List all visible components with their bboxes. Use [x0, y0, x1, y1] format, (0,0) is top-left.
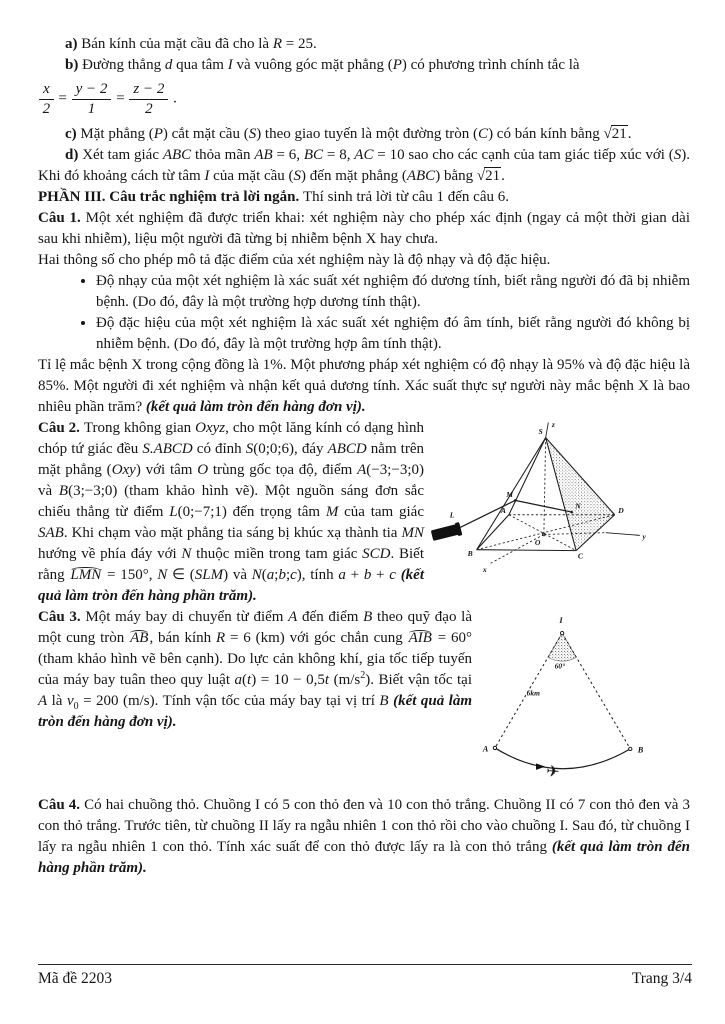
- airplane-icon: ✈: [545, 760, 561, 781]
- page-number: Trang 3/4: [631, 970, 692, 987]
- flashlight-icon: [430, 522, 462, 542]
- page-footer: [38, 964, 692, 988]
- label-B: B: [467, 548, 473, 558]
- cau2-text: Câu 2. Trong không gian Oxyz, cho một lăng kính có dạng hình chóp tứ giác đều S.ABCD có đỉnh S(0;0;6), đáy ABCD nằm trên mặt phẳng (Oxy) với tâm O trùng gốc tọa độ, điểm A(−3;−3;0) và B(3;−3;0) (tham khảo hình vẽ). Một nguồn sáng đơn sắc chiếu thẳng từ điểm L(0;−7;1) đến trọng tâm M của tam giác SAB. Khi chạm vào mặt phẳng tia sáng bị khúc xạ thành tia MN hướng về phía đáy với N thuộc miền trong tam giác SCD. Biết rằng LMN = 150°, N ∈ (SLM) và N(a;b;c), tính a + b + c (kết quả làm tròn đến hàng phần trăm).: [38, 419, 425, 604]
- exam-code: Mã đề 2203: [38, 970, 113, 987]
- cau1-intro: Câu 1. Một xét nghiệm đã được triển khai: xét nghiệm này cho phép xác định (ngay cả một thời gian dài sau khi nhiễm), liệu một người đã từng bị nhiễm bệnh X hay chưa.: [38, 209, 690, 247]
- cau2-block: [38, 418, 690, 607]
- cau1-bullet-list: [38, 271, 690, 355]
- bullet-do-dac-hieu: • Độ đặc hiệu của một xét nghiệm là xác suất xét nghiệm đó âm tính, biết rằng người đó không bị nhiễm bệnh. (Do đó, đây là một trường hợp âm tính thật).: [96, 313, 690, 355]
- label-N: N: [575, 501, 581, 511]
- label-A: A: [482, 744, 489, 754]
- label-C: C: [577, 551, 584, 561]
- label-z-axis: z: [551, 419, 555, 429]
- statement-a: a) Bán kính của mặt cầu đã cho là R = 25.: [65, 36, 317, 52]
- label-angle-60: 60°: [554, 661, 566, 671]
- label-S: S: [538, 426, 543, 436]
- label-y-axis: y: [642, 531, 646, 541]
- cau1-params: Hai thông số cho phép mô tả đặc điểm của xét nghiệm này là độ nhạy và độ đặc hiệu.: [38, 251, 551, 268]
- label-I: I: [559, 615, 563, 625]
- label-radius-6km: 6km: [526, 688, 540, 698]
- label-B: B: [637, 745, 644, 755]
- statement-b: b) Đường thẳng d qua tâm I và vuông góc mặt phẳng (P) có phương trình chính tắc là: [65, 57, 580, 73]
- label-M: M: [506, 489, 513, 499]
- cau3-text: Câu 3. Một máy bay di chuyển từ điểm A đến điểm B theo quỹ đạo là một cung tròn AB, bán kính R = 6 (km) với góc chắn cung AIB = 60° (tham khảo hình vẽ bên cạnh). Do lực cản không khí, gia tốc tiếp tuyến của máy bay tuân theo quy luật a(t) = 10 − 0,5t $(m/s^2)$. Biết vận tốc tại A là $v_0 = 200$ (m/s). Tính vận tốc của máy bay tại vị trí B (kết quả làm tròn đến hàng đơn vị).: [38, 608, 473, 730]
- label-A: A: [500, 505, 506, 515]
- light-ray: [460, 500, 571, 527]
- cau4-text: Câu 4. Có hai chuồng thỏ. Chuồng I có 5 con thỏ đen và 10 con thỏ trắng. Chuồng II có 7 con thỏ đen và 3 con thỏ trắng. Trước tiên, từ chuồng II lấy ra ngẫu nhiên 1 con thỏ rồi cho vào chuồng I. Sau đó, từ chuồng I lấy ra ngẫu nhiên 1 con thỏ. Tính xác suất để con thỏ được lấy ra là con thỏ trắng (kết quả làm tròn đến hàng phần trăm).: [38, 796, 690, 876]
- statement-d: d) Xét tam giác ABC thỏa mãn AB = 6, BC = 8, AC = 10 sao cho các cạnh của tam giác tiếp xúc với (S). Khi đó khoảng cách từ tâm I của mặt cầu (S) đến mặt phẳng (ABC) bằng √21.: [38, 146, 690, 184]
- part3-header: PHẦN III. Câu trắc nghiệm trả lời ngắn. Thí sinh trả lời từ câu 1 đến câu 6.: [38, 188, 509, 205]
- bullet-do-nhay: • Độ nhạy của một xét nghiệm là xác suất xét nghiệm đó dương tính, biết rằng người đó đã bị nhiễm bệnh. (Do đó, đây là một trường hợp dương tính thật).: [96, 271, 690, 313]
- label-x-axis: x: [482, 564, 487, 574]
- flight-arc: [495, 748, 630, 769]
- pyramid-figure-svg: [430, 418, 690, 590]
- direction-arrow: [536, 763, 545, 770]
- label-D: D: [618, 505, 624, 515]
- cau3-arc-figure: [480, 609, 690, 787]
- statement-c: c) Mặt phẳng (P) cắt mặt cầu (S) theo giao tuyến là một đường tròn (C) có bán kính bằng √21.: [65, 125, 632, 142]
- cau3-block: [38, 607, 690, 781]
- cau2-pyramid-figure: [430, 418, 690, 590]
- cau1-question: Tỉ lệ mắc bệnh X trong cộng đồng là 1%. Một phương pháp xét nghiệm có độ nhạy là 95% và độ đặc hiệu là 85%. Một người đi xét nghiệm và nhận kết quả dương tính. Xác suất thực sự người này mắc bệnh X là bao nhiêu phần trăm? (kết quả làm tròn đến hàng đơn vị).: [38, 356, 690, 415]
- label-L: L: [449, 510, 455, 520]
- angle-sector: [548, 633, 576, 661]
- statement-b-equation: $\frac{x}{2}$ = $\frac{y - 2}{1}$ = $\frac{z - 2}{2}$ .: [38, 81, 690, 118]
- arc-figure-svg: [480, 609, 690, 787]
- label-O: O: [534, 537, 541, 547]
